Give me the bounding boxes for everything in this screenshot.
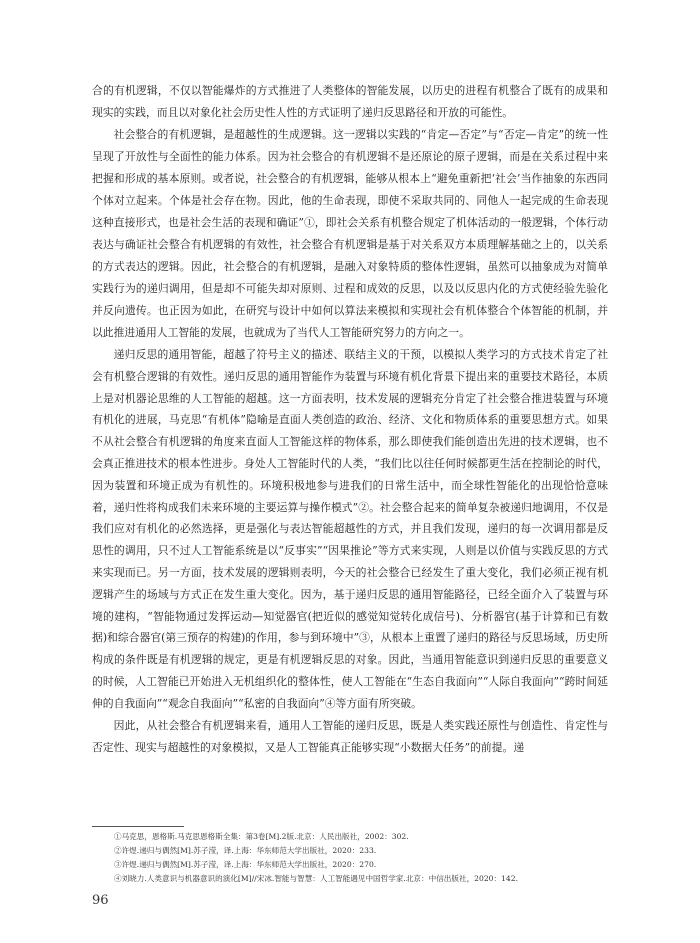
footnotes [92, 830, 608, 886]
footnote: ②许煜.递归与偶然[M].苏子滢，译.上海：华东师范大学出版社，2020：233. [114, 846, 377, 855]
footnote-rule [92, 826, 184, 827]
page-number: 96 [92, 893, 109, 908]
paragraph: 因此，从社会整合有机逻辑来看，通用人工智能的递归反思，既是人类实践还原性与创造性、肯定性与否定性、现实与超越性的对象模拟，又是人工智能真正能够实现“小数据大任务”的前提。递 [92, 718, 608, 754]
footnote: ①马克思，恩格斯.马克思恩格斯全集：第3卷[M].2版.北京：人民出版社，2002：302. [114, 832, 409, 841]
paragraph: 社会整合的有机逻辑，是超越性的生成逻辑。这一逻辑以实践的“肯定—否定”与“否定—肯定”的统一性呈现了开放性与全面性的能力体系。因为社会整合的有机逻辑不是还原论的原子逻辑，而是在关系过程中来把握和形成的基本原则。或者说，社会整合的有机逻辑，能够从根本上“避免重新把‘社会’当作抽象的东西同个体对立起来。个体是社会存在物。因此，他的生命表现，即使不采取共同的、同他人一起完成的生命表现这种直接形式，也是社会生活的表现和确证”①，即社会关系有机整合规定了机体活动的一般逻辑，个体行动表达与确证社会整合有机逻辑的有效性，社会整合有机逻辑是基于对关系双方本质理解基础之上的，以关系的方式表达的逻辑。因此，社会整合的有机逻辑，是融入对象特质的整体性逻辑，虽然可以抽象成为对简单实践行为的递归调用，但是却不可能失却对原则、过程和成效的反思，以及以反思内化的方式使经验先验化并反向遗传。也正因为如此，在研究与设计中如何以算法来模拟和实现社会有机体整合个体智能的机制，并以此推进通用人工智能的发展，也就成为了当代人工智能研究努力的方向之一。 [92, 128, 608, 339]
footnote: ④刘晓力.人类意识与机器意识的演化[M]//宋冰.智能与智慧：人工智能遇见中国哲学家.北京：中信出版社，2020：142. [114, 874, 519, 883]
paragraph: 递归反思的通用智能，超越了符号主义的描述、联结主义的干预，以模拟人类学习的方式技术肯定了社会有机整合逻辑的有效性。递归反思的通用智能作为装置与环境有机化背景下提出来的重要技术路径，本质上是对机器论思维的人工智能的超越。这一方面表明，技术发展的逻辑充分肯定了社会整合推进装置与环境有机化的进展，马克思“有机体”隐喻是直面人类创造的政治、经济、文化和物质体系的重要思想方式。如果不从社会整合有机逻辑的角度来直面人工智能这样的物体系，那么即使我们能创造出先进的技术逻辑，也不会真正推进技术的根本性进步。身处人工智能时代的人类，“我们比以往任何时候都更生活在控制论的时代，因为装置和环境正成为有机性的。环境积极地参与进我们的日常生活中，而全球性智能化的出现恰恰意味着，递归性将构成我们未来环境的主要运算与操作模式”②。社会整合起来的简单复杂被递归地调用，不仅是我们应对有机化的必然选择，更是强化与表达智能超越性的方式，并且我们发现，递归的每一次调用都是反思性的调用，只不过人工智能系统是以“反事实”“因果推论”等方式来实现，人则是以价值与实践反思的方式来实现而已。另一方面，技术发展的逻辑则表明，今天的社会整合已经发生了重大变化，我们必须正视有机逻辑产生的场域与方式正在发生重大变化。因为，基于递归反思的通用智能路径，已经全面介入了装置与环境的建构，“智能物通过发挥运动—知觉器官(把近似的感觉知觉转化成信号)、分析器官(基于计算和已有数据)和综合器官(第三预存的构建)的作用，参与到环境中”③，从根本上重置了递归的路径与反思场域，历史所构成的条件既是有机逻辑的规定，更是有机逻辑反思的对象。因此，当通用智能意识到递归反思的重要意义的时候，人工智能已开始进入无机组织化的整体性，使人工智能在“生态自我面向”“人际自我面向”“跨时间延伸的自我面向”“观念自我面向”“私密的自我面向”④等方面有所突破。 [92, 348, 608, 710]
paragraph-continued: 合的有机逻辑，不仅以智能爆炸的方式推进了人类整体的智能发展，以历史的进程有机整合了既有的成果和现实的实践，而且以对象化社会历史性人性的方式证明了递归反思路径和开放的可能性。 [92, 84, 608, 119]
footnote: ③许煜.递归与偶然[M].苏子滢，译.上海：华东师范大学出版社，2020：270. [114, 860, 377, 869]
body-text [92, 80, 608, 759]
